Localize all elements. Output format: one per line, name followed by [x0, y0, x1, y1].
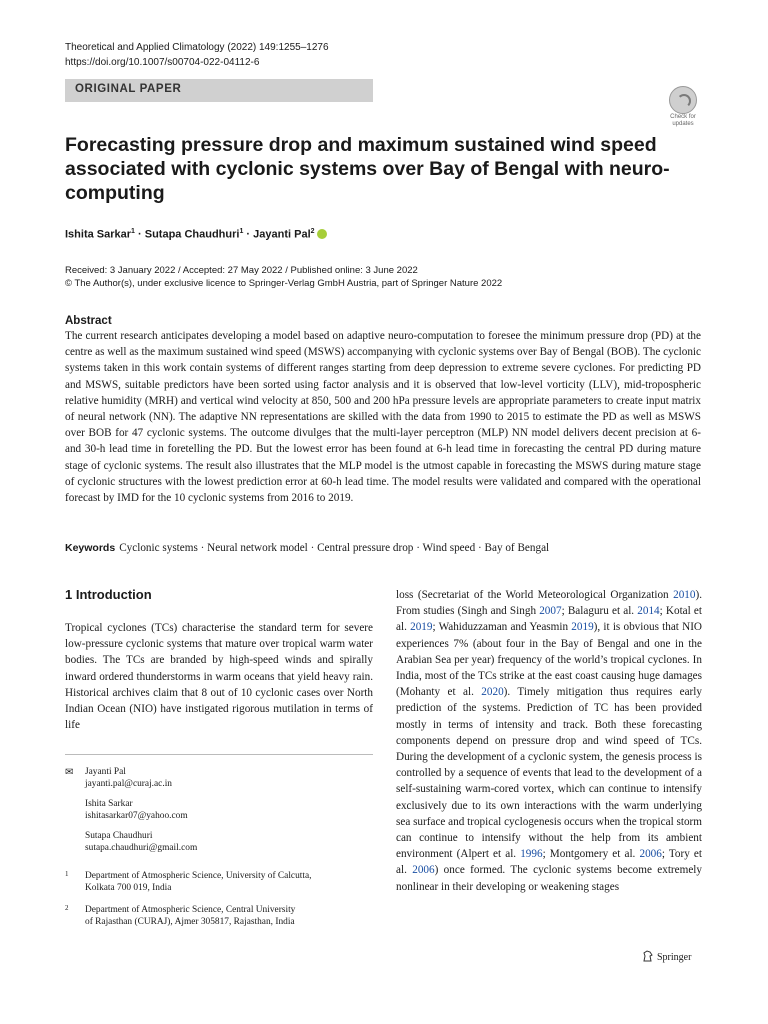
abstract-section: [65, 315, 701, 506]
orcid-icon[interactable]: [317, 229, 327, 239]
coauthor-email[interactable]: ishitasarkar07@yahoo.com: [85, 811, 188, 821]
correspondent-email[interactable]: jayanti.pal@curaj.ac.in: [85, 779, 172, 789]
citation-link[interactable]: 1996: [520, 848, 543, 861]
abstract-text: The current research anticipates developing a model based on adaptive neuro-computation to foresee the minimum pressure drop (PD) at the centre as well as the maximum sustained wind speed (MSWS) accompanying with cyclonic systems over Bay of Bengal (BOB). The cyclonic systems taken in this work contain systems of different ranges starting from deep depression to extreme severe cyclones. For predicting PD and MSWS, suitable predictors have been sorted using factor analysis and it is observed that low-level vorticity (LLV), mid-tropospheric relative humidity (MRH) and vertical wind velocity at 850, 500 and 200 hPa pressure levels are appropriate parameters to create input matrix of neural network (NN). The adaptive NN representations are skilled with the data from 1990 to 2015 to estimate the PD as well as MSWS over BOB for 47 cyclonic systems. The outcome divulges that the multi-layer perceptron (MLP) NN model delivers decent precision at 6- and 30-h lead time in foretelling the PD. But the lowest error has been found at 6-h lead time in forecasting the central PD during mature stage of cyclonic systems. The result also illustrates that the MLP model is the utmost capable in forecasting the MSWS during mature stage of cyclonic structures with the lowest prediction error at 60-h lead time. The model results were validated and compared with the operational forecast by IMD for the 10 cyclonic systems from 2016 to 2019.: [65, 330, 701, 505]
body-text: ) once formed. The cyclonic systems become extremely nonlinear in their developing or weakening stages: [396, 864, 702, 893]
citation-link[interactable]: 2020: [481, 686, 504, 699]
body-text: ). Timely mitigation thus requires early prediction of the systems. Prediction of TC has been provided mostly in terms of intensity and track. Both these forecasting components depend on pressure drop and wind speed of TCs. During the development of a cyclonic system, the genesis process is controlled by a sequence of events that lead to the development of a self-sustaining warm-cored vortex, which can continue to intensify exclusively due to its own interactions with the warm underlying sea surface and tropical cyclogenesis occurs when the tropical storm can continue to intensify without the help from its ambient environment (Alpert et al.: [396, 686, 702, 861]
footnote-divider: [65, 754, 373, 755]
body-text: ; Balaguru et al.: [561, 605, 638, 618]
publisher-footer: [642, 950, 691, 963]
intro-paragraph-right: [396, 587, 702, 895]
citation-link[interactable]: 2006: [412, 864, 435, 877]
affiliation-line: of Rajasthan (CURAJ), Ajmer 305817, Rajasthan, India: [85, 917, 295, 927]
article-type-banner: [65, 79, 373, 102]
publisher-name: Springer: [657, 952, 692, 963]
journal-citation: Theoretical and Applied Climatology (2022) 149:1255–1276: [65, 42, 329, 53]
section-heading-introduction: 1 Introduction: [65, 587, 152, 602]
affiliation-number: 2: [65, 904, 69, 912]
author-name[interactable]: Sutapa Chaudhuri: [144, 228, 240, 241]
body-text: ), it is obvious that NIO experiences 7% (about four in the Bay of Bengal and one in the Arabian Sea per year) frequency of the world’s tropical cyclones. In India, most of the TCs strike at the east coast causing huge damages (Mohanty et al.: [396, 621, 703, 699]
author-list: [65, 228, 327, 241]
citation-link[interactable]: 2014: [637, 605, 660, 618]
coauthor-email[interactable]: sutapa.chaudhuri@gmail.com: [85, 843, 198, 853]
author-affil-mark: 2: [310, 228, 315, 235]
check-updates-icon: [669, 86, 697, 114]
correspondent-name: Jayanti Pal: [85, 767, 126, 777]
body-text: ; Montgomery et al.: [542, 848, 640, 861]
author-affil-mark: 1: [131, 228, 135, 235]
body-text: loss (Secretariat of the World Meteorological Organization: [396, 589, 674, 601]
article-type-label: ORIGINAL PAPER: [75, 83, 182, 95]
body-text: ; Kotal et al.: [396, 605, 702, 634]
author-affil-mark: 1: [239, 228, 244, 235]
coauthor-name: Ishita Sarkar: [85, 799, 133, 809]
body-text: ). From studies (Singh and Singh: [396, 589, 702, 618]
paper-title: Forecasting pressure drop and maximum sustained wind speed associated with cyclonic systems over Bay of Bengal with neuro-computing: [65, 134, 670, 204]
envelope-icon: ✉: [65, 767, 74, 778]
check-for-updates-button[interactable]: [664, 86, 702, 127]
doi-link[interactable]: https://doi.org/10.1007/s00704-022-04112-6: [65, 57, 260, 68]
citation-link[interactable]: 2007: [539, 605, 562, 618]
body-text: ; Wahiduzzaman and Yeasmin: [432, 621, 572, 634]
affiliation-line: Department of Atmospheric Science, Central University: [85, 905, 296, 915]
affiliation-line: Department of Atmospheric Science, University of Calcutta,: [85, 871, 312, 881]
keywords-text: Cyclonic systems · Neural network model · Central pressure drop · Wind speed · Bay of Bengal: [119, 542, 550, 554]
body-text: ; Tory et al.: [396, 848, 702, 877]
publication-dates: [65, 265, 502, 290]
keywords-label: Keywords: [65, 542, 116, 554]
author-name[interactable]: Jayanti Pal: [253, 228, 311, 241]
journal-header: [65, 40, 329, 70]
citation-link[interactable]: 2010: [673, 589, 696, 601]
author-separator: ·: [134, 228, 145, 241]
check-updates-label: Check for updates: [670, 114, 696, 127]
affiliation-line: Kolkata 700 019, India: [85, 883, 172, 893]
author-name[interactable]: Ishita Sarkar: [65, 228, 132, 241]
keywords-section: [65, 542, 701, 554]
affiliation-number: 1: [65, 870, 69, 878]
copyright-line: © The Author(s), under exclusive licence to Springer-Verlag GmbH Austria, part of Springer Nature 2022: [65, 277, 503, 289]
springer-logo-icon: [642, 950, 654, 962]
abstract-heading: Abstract: [65, 315, 112, 327]
coauthor-name: Sutapa Chaudhuri: [85, 831, 153, 841]
dates-line: Received: 3 January 2022 / Accepted: 27 May 2022 / Published online: 3 June 2022: [65, 265, 418, 276]
citation-link[interactable]: 2019: [410, 621, 433, 634]
author-separator: ·: [243, 228, 254, 241]
intro-paragraph-left: Tropical cyclones (TCs) characterise the standard term for severe low-pressure cyclonic systems that mature over tropical warm water bodies. The TCs are branded by high-speed winds and spirally inward ordered thunderstorms in warm oceans that yield heavy rain. Historical archives claim that 8 out of 10 cyclonic cases over North Indian Ocean (NIO) have instigated rigorous mutilation in terms of life: [65, 622, 373, 732]
citation-link[interactable]: 2006: [639, 848, 662, 861]
citation-link[interactable]: 2019: [571, 621, 594, 634]
